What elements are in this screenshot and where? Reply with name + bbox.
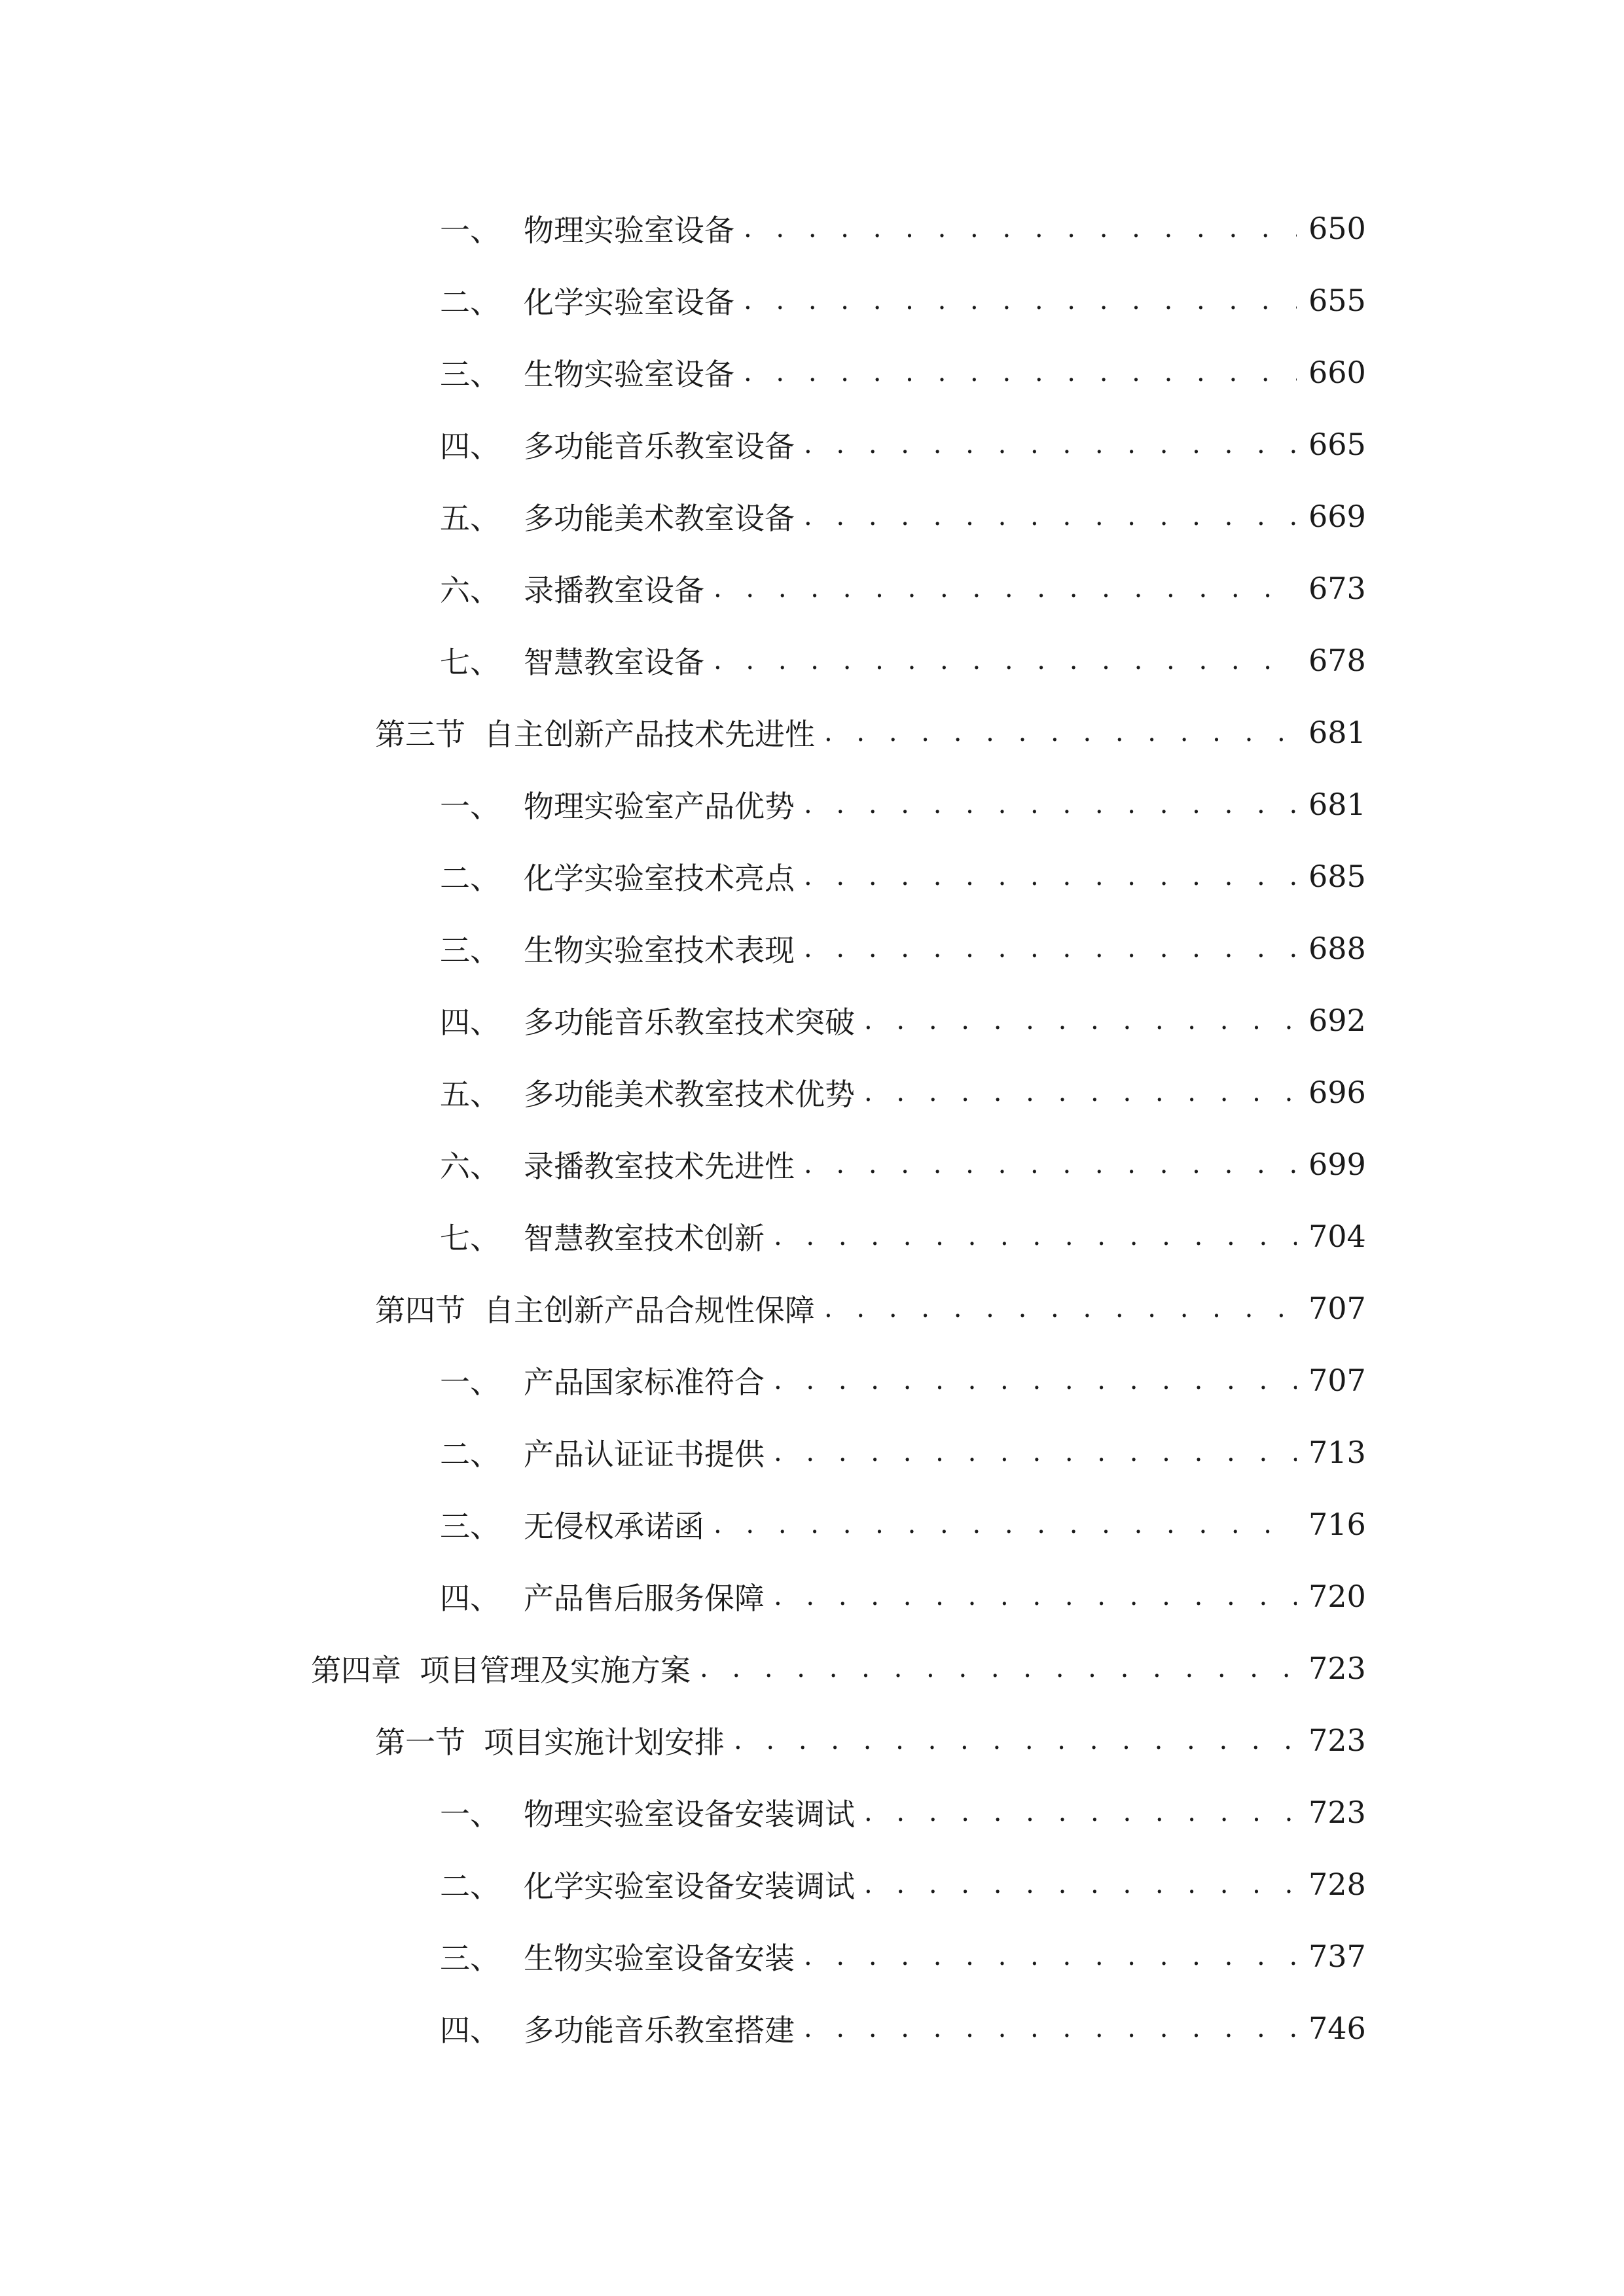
toc-dot-leader <box>804 840 1297 912</box>
toc-entry[interactable] <box>375 1704 1366 1776</box>
toc-entry-title: 化学实验室设备安装调试 <box>524 1869 855 1904</box>
toc-entry-title: 录播教室技术先进性 <box>524 1149 795 1184</box>
toc-entry[interactable] <box>440 480 1366 552</box>
toc-entry-prefix: 一、 <box>440 1365 500 1400</box>
toc-entry-title: 智慧教室设备 <box>524 645 704 680</box>
toc-entry-title: 产品认证证书提供 <box>524 1437 765 1472</box>
toc-entry-title: 多功能音乐教室技术突破 <box>524 1005 855 1040</box>
toc-entry-page: 707 <box>1308 1291 1366 1326</box>
toc-entry-prefix: 第一节 <box>375 1725 465 1760</box>
toc-dot-leader <box>744 192 1297 264</box>
toc-entry-page: 678 <box>1308 643 1366 678</box>
toc-entry-title: 物理实验室产品优势 <box>524 789 795 824</box>
toc-entry[interactable] <box>440 912 1366 984</box>
toc-entry-page: 723 <box>1308 1651 1366 1686</box>
toc-entry-page: 696 <box>1308 1075 1366 1110</box>
toc-entry-prefix: 四、 <box>440 1581 500 1616</box>
toc-entry-title: 生物实验室技术表现 <box>524 933 795 968</box>
toc-entry-page: 692 <box>1308 1003 1366 1038</box>
toc-entry[interactable] <box>311 1632 1366 1704</box>
toc-entry-title: 自主创新产品技术先进性 <box>484 717 815 752</box>
toc-entry-prefix: 四、 <box>440 429 500 464</box>
toc-entry[interactable] <box>440 1416 1366 1488</box>
toc-entry-page: 713 <box>1308 1435 1366 1470</box>
toc-entry-page: 669 <box>1308 499 1366 534</box>
toc-entry-prefix: 四、 <box>440 1005 500 1040</box>
toc-entry-prefix: 二、 <box>440 285 500 320</box>
toc-dot-leader <box>864 1776 1297 1848</box>
toc-entry[interactable] <box>440 1056 1366 1128</box>
toc-dot-leader <box>864 1848 1297 1920</box>
toc-entry-prefix: 二、 <box>440 861 500 896</box>
toc-entry[interactable] <box>440 408 1366 480</box>
toc-entry-prefix: 二、 <box>440 1437 500 1472</box>
toc-entry-prefix: 第四节 <box>375 1293 465 1328</box>
toc-entry-page: 737 <box>1308 1939 1366 1974</box>
toc-entry-title: 产品国家标准符合 <box>524 1365 765 1400</box>
toc-entry-prefix: 五、 <box>440 501 500 536</box>
toc-entry-title: 化学实验室设备 <box>524 285 734 320</box>
toc-entry-prefix: 六、 <box>440 573 500 608</box>
toc-dot-leader <box>713 624 1297 696</box>
toc-entry-page: 673 <box>1308 571 1366 606</box>
toc-entry-prefix: 第四章 <box>311 1653 401 1688</box>
toc-entry[interactable] <box>440 1200 1366 1272</box>
toc-entry[interactable] <box>440 768 1366 840</box>
toc-dot-leader <box>744 264 1297 336</box>
toc-entry-title: 项目管理及实施方案 <box>420 1653 691 1688</box>
toc-entry-prefix: 一、 <box>440 213 500 248</box>
toc-entry-prefix: 五、 <box>440 1077 500 1112</box>
toc-entry-page: 723 <box>1308 1795 1366 1830</box>
toc-entry-page: 746 <box>1308 2011 1366 2046</box>
toc-entry-title: 物理实验室设备 <box>524 213 734 248</box>
toc-dot-leader <box>713 1488 1297 1560</box>
toc-entry-title: 无侵权承诺函 <box>524 1509 704 1544</box>
toc-entry[interactable] <box>440 1488 1366 1560</box>
toc-entry-title: 智慧教室技术创新 <box>524 1221 765 1256</box>
toc-entry-page: 650 <box>1308 211 1366 246</box>
toc-entry[interactable] <box>440 192 1366 264</box>
toc-entry[interactable] <box>440 552 1366 624</box>
toc-dot-leader <box>804 1920 1297 1992</box>
toc-entry-page: 685 <box>1308 859 1366 894</box>
toc-entry-page: 699 <box>1308 1147 1366 1182</box>
toc-entry-page: 660 <box>1308 355 1366 390</box>
toc-entry-title: 多功能美术教室技术优势 <box>524 1077 855 1112</box>
toc-entry-title: 自主创新产品合规性保障 <box>484 1293 815 1328</box>
toc-entry-page: 681 <box>1308 787 1366 822</box>
toc-entry[interactable] <box>440 336 1366 408</box>
toc-dot-leader <box>824 1272 1297 1344</box>
toc-entry[interactable] <box>440 1920 1366 1992</box>
toc-dot-leader <box>774 1416 1297 1488</box>
toc-entry-prefix: 三、 <box>440 1509 500 1544</box>
toc-dot-leader <box>774 1200 1297 1272</box>
toc-entry[interactable] <box>440 1992 1366 2064</box>
toc-entry-title: 项目实施计划安排 <box>484 1725 725 1760</box>
toc-entry-page: 716 <box>1308 1507 1366 1542</box>
toc-entry-page: 704 <box>1308 1219 1366 1254</box>
toc-entry-title: 物理实验室设备安装调试 <box>524 1797 855 1832</box>
toc-dot-leader <box>713 552 1297 624</box>
toc-entry[interactable] <box>375 1272 1366 1344</box>
toc-entry[interactable] <box>440 984 1366 1056</box>
toc-entry[interactable] <box>440 1776 1366 1848</box>
toc-dot-leader <box>864 1056 1297 1128</box>
toc-dot-leader <box>804 912 1297 984</box>
toc-entry-title: 生物实验室设备安装 <box>524 1941 795 1976</box>
toc-entry-prefix: 第三节 <box>375 717 465 752</box>
toc-entry-title: 产品售后服务保障 <box>524 1581 765 1616</box>
toc-entry-prefix: 一、 <box>440 1797 500 1832</box>
toc-entry-title: 录播教室设备 <box>524 573 704 608</box>
toc-entry-page: 707 <box>1308 1363 1366 1398</box>
toc-dot-leader <box>804 1992 1297 2064</box>
toc-dot-leader <box>700 1632 1297 1704</box>
toc-entry[interactable] <box>375 696 1366 768</box>
toc-dot-leader <box>804 1128 1297 1200</box>
toc-entry[interactable] <box>440 264 1366 336</box>
toc-entry[interactable] <box>440 1128 1366 1200</box>
toc-entry[interactable] <box>440 1560 1366 1632</box>
toc-entry-title: 多功能音乐教室设备 <box>524 429 795 464</box>
toc-dot-leader <box>804 480 1297 552</box>
toc-entry[interactable] <box>440 624 1366 696</box>
toc-dot-leader <box>774 1560 1297 1632</box>
toc-dot-leader <box>864 984 1297 1056</box>
toc-entry-prefix: 二、 <box>440 1869 500 1904</box>
toc-entry-page: 681 <box>1308 715 1366 750</box>
toc-entry-prefix: 七、 <box>440 1221 500 1256</box>
toc-entry[interactable] <box>440 1344 1366 1416</box>
toc-entry-page: 665 <box>1308 427 1366 462</box>
toc-dot-leader <box>774 1344 1297 1416</box>
toc-entry-page: 688 <box>1308 931 1366 966</box>
toc-entry[interactable] <box>440 840 1366 912</box>
toc-entry-title: 化学实验室技术亮点 <box>524 861 795 896</box>
toc-entry-prefix: 六、 <box>440 1149 500 1184</box>
toc-entry-prefix: 三、 <box>440 933 500 968</box>
toc-entry[interactable] <box>440 1848 1366 1920</box>
toc-dot-leader <box>824 696 1297 768</box>
toc-entry-title: 生物实验室设备 <box>524 357 734 392</box>
toc-entry-prefix: 一、 <box>440 789 500 824</box>
toc-entry-prefix: 四、 <box>440 2013 500 2048</box>
toc-entry-prefix: 三、 <box>440 1941 500 1976</box>
toc-entry-page: 723 <box>1308 1723 1366 1758</box>
toc-entry-title: 多功能音乐教室搭建 <box>524 2013 795 2048</box>
toc-entry-page: 655 <box>1308 283 1366 318</box>
toc-entry-prefix: 七、 <box>440 645 500 680</box>
toc-dot-leader <box>804 408 1297 480</box>
toc-dot-leader <box>744 336 1297 408</box>
toc-entry-title: 多功能美术教室设备 <box>524 501 795 536</box>
toc-dot-leader <box>804 768 1297 840</box>
toc-entry-prefix: 三、 <box>440 357 500 392</box>
toc-entry-page: 720 <box>1308 1579 1366 1614</box>
toc-entry-page: 728 <box>1308 1867 1366 1902</box>
toc-dot-leader <box>734 1704 1297 1776</box>
